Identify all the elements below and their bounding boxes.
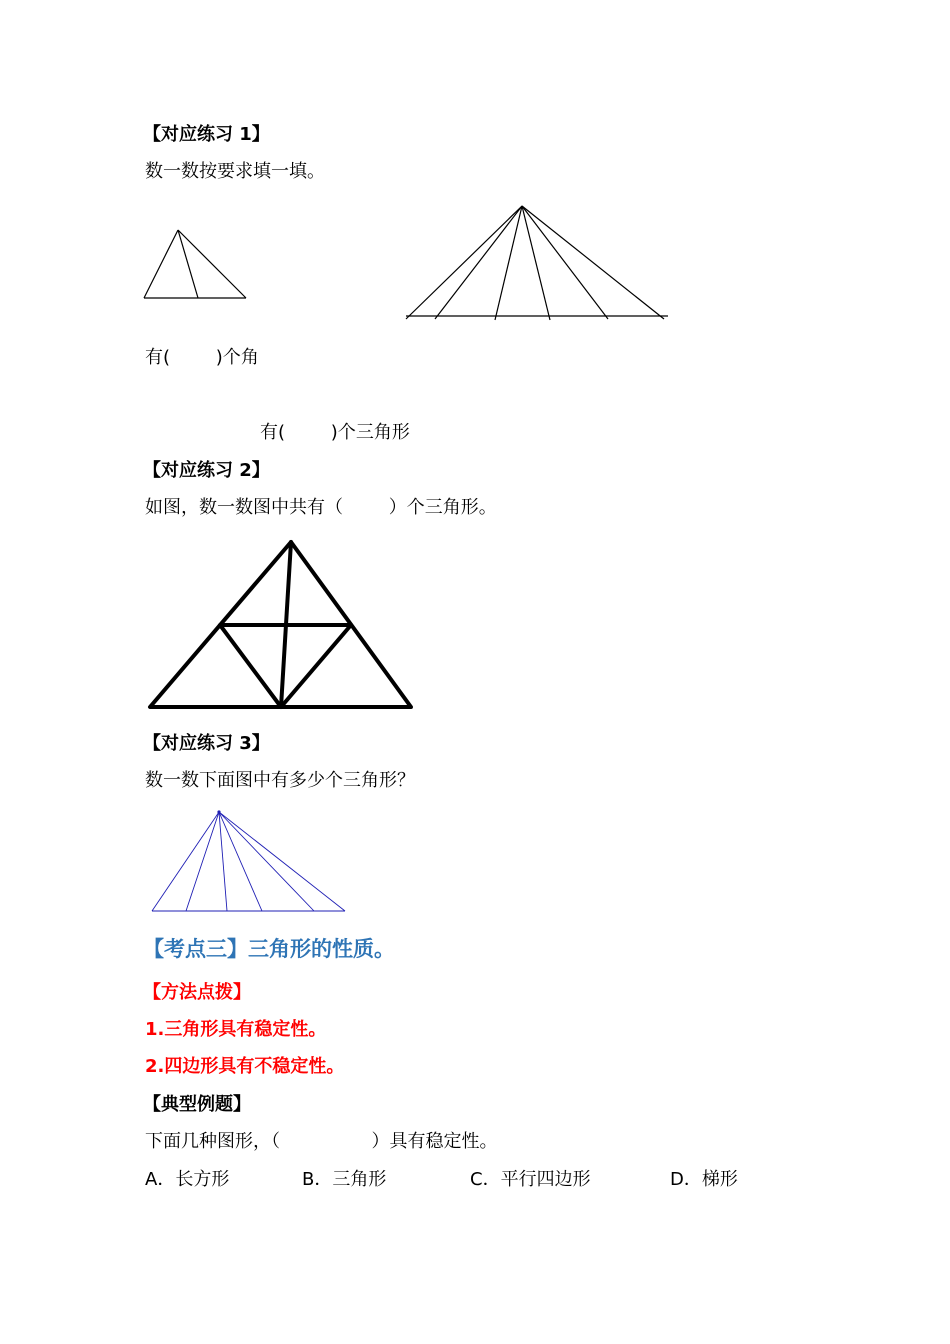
fig3-ray-6 bbox=[219, 812, 345, 911]
fig3-apex-dot bbox=[217, 810, 220, 813]
option-d: D．梯形 bbox=[670, 1169, 738, 1190]
example-heading: 【典型例题】 bbox=[143, 1094, 251, 1115]
ex1-prompt: 数一数按要求填一填。 bbox=[145, 161, 325, 182]
option-c: C．平行四边形 bbox=[470, 1169, 591, 1190]
ex1-answer-angles: 有( )个角 bbox=[145, 347, 259, 368]
ex1-heading: 【对应练习 1】 bbox=[143, 124, 270, 145]
option-a: A．长方形 bbox=[145, 1169, 230, 1190]
fig3-ray-1 bbox=[152, 812, 219, 911]
method-heading: 【方法点拨】 bbox=[143, 982, 251, 1003]
section-title: 【考点三】三角形的性质。 bbox=[143, 937, 395, 961]
ex2-heading: 【对应练习 2】 bbox=[143, 460, 270, 481]
ex3-prompt: 数一数下面图中有多少个三角形？ bbox=[145, 770, 415, 791]
method-point-1: 1.三角形具有稳定性。 bbox=[145, 1019, 327, 1040]
ex3-heading: 【对应练习 3】 bbox=[143, 733, 270, 754]
fig3-ray-2 bbox=[186, 812, 219, 911]
option-b: B．三角形 bbox=[302, 1169, 387, 1190]
ex2-prompt: 如图，数一数图中共有（ ）个三角形。 bbox=[145, 497, 497, 518]
fig3-ray-5 bbox=[219, 812, 314, 911]
method-point-2: 2.四边形具有不稳定性。 bbox=[145, 1056, 345, 1077]
example-question: 下面几种图形，（ ）具有稳定性。 bbox=[145, 1131, 498, 1152]
ex1-answer-triangles: 有( )个三角形 bbox=[260, 422, 410, 443]
